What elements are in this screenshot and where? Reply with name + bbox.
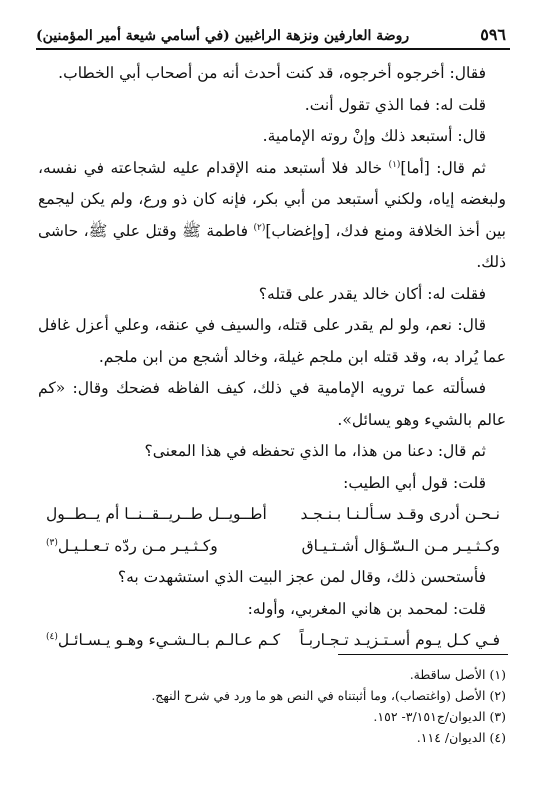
- running-title: روضة العارفين ونزهة الراغبين (في أسامي شيعة أمير المؤمنين): [36, 28, 410, 44]
- footnote-rule: [338, 654, 508, 655]
- paragraph: قلت: قول أبي الطيب:: [343, 473, 486, 492]
- verse-text: كـم عـالـم بـالـشـيء وهـو يـسـائـل: [57, 631, 281, 649]
- verse-hemistich: وكـثـيـر مـن الـسّـؤال أشـتـيـاق: [301, 536, 500, 555]
- verse-hemistich: فـي كـل يـوم أسـتـزيـد تـجـاربـاً: [299, 631, 500, 649]
- verse-line: [38, 625, 506, 657]
- verse-hemistich: أطــويــل طــريــقــنــا أم يــطــول: [46, 505, 267, 523]
- header-rule: [36, 48, 510, 50]
- verse-hemistich: [46, 625, 280, 657]
- verse-text: وكـثـيـر مـن ردّه تـعـلـيـل: [57, 536, 218, 555]
- page-header: [36, 18, 506, 44]
- paragraph: [38, 153, 506, 279]
- verse-hemistich: نـحـن أدرى وقـد سـألـنـا بـنـجـد: [300, 505, 500, 523]
- paragraph: ثم قال: دعنا من هذا، ما الذي تحفظه في هذا المعنى؟: [144, 442, 486, 460]
- verse-hemistich: [46, 531, 218, 563]
- footnote-ref: (٣): [46, 537, 58, 548]
- footnotes: [40, 664, 506, 748]
- footnote: (٤) الديوان/ ١١٤.: [416, 730, 506, 745]
- paragraph-part: خالد فلا أستبعد منه الإقدام عليه لشجاعته في نفسه، ولبغضه إياه، ولكني أستبعد من أبي بكر، فإنه كان ذو ورع، ولم يكن ليجمع بين أخذ الخلافة ومنع فدك، [وإغضاب]: [38, 158, 506, 240]
- paragraph: قلت له: فما الذي تقول أنت.: [304, 95, 486, 114]
- footnote: (٢) الأصل (واغتصاب)، وما أثبتناه في النص هو ما ورد في شرح النهج.: [151, 688, 506, 703]
- footnote: (٣) الديوان/ج٣/١٥١- ١٥٢.: [373, 709, 506, 724]
- page-number: ٥٩٦: [480, 25, 506, 44]
- paragraph: فسألته عما ترويه الإمامية في ذلك، كيف الفاظه فضحك وقال: «كم عالم بالشيء وهو يسائل».: [38, 379, 506, 429]
- verse-line: [38, 499, 506, 531]
- paragraph: فقلت له: أكان خالد يقدر على قتله؟: [258, 284, 486, 303]
- paragraph: قال: نعم، ولو لم يقدر على قتله، والسيف في عنقه، وعلي أعزل غافل عما يُراد به، وقد قتله ابن ملجم غيلة، وخالد أشجع من ابن ملجم.: [38, 316, 506, 366]
- paragraph-part: فاطمة ﷺ وقتل علي ﷺ، حاشى ذلك.: [38, 221, 506, 271]
- paragraph: فقال: أخرجوه أخرجوه، قد كنت أحدث أنه من أصحاب أبي الخطاب.: [58, 64, 486, 82]
- footnote-ref: (٤): [46, 631, 58, 642]
- footnote-ref: (١): [388, 159, 401, 170]
- paragraph: فأستحسن ذلك، وقال لمن عجز البيت الذي استشهدت به؟: [117, 568, 486, 586]
- footnote: (١) الأصل ساقطة.: [409, 667, 506, 682]
- paragraph: قلت: لمحمد بن هاني المغربي، وأوله:: [247, 599, 486, 618]
- paragraph-part: ثم قال: [أما]: [400, 158, 486, 177]
- paragraph: قال: أستبعد ذلك وإنْ روته الإمامية.: [262, 127, 486, 145]
- verse-line: [38, 531, 506, 563]
- main-text: [38, 58, 506, 657]
- footnote-ref: (٢): [253, 222, 266, 233]
